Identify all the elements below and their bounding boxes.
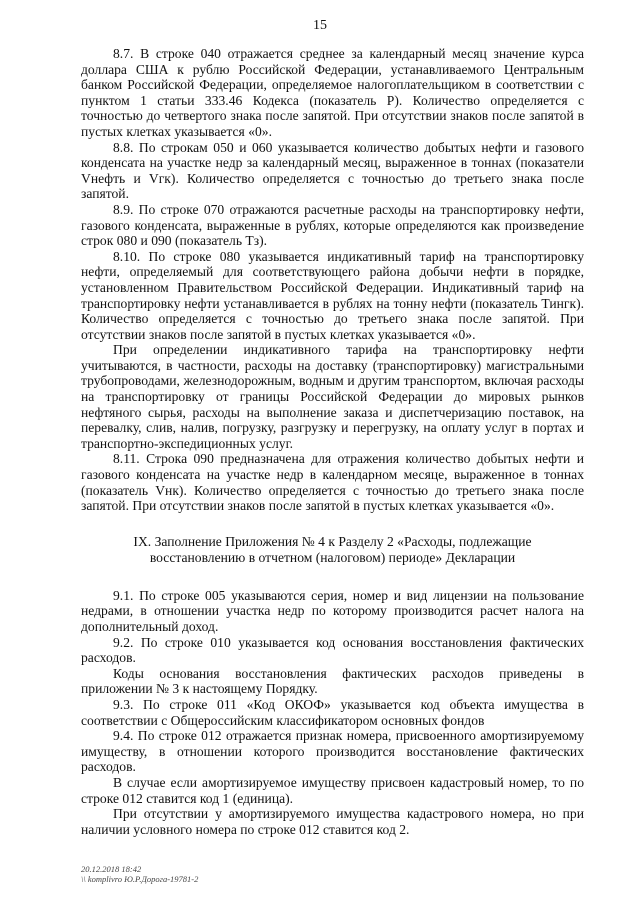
print-footer xyxy=(81,864,381,884)
paragraph-codes: Коды основания восстановления фактических расходов приведены в приложении № 3 к настоящему Порядку. xyxy=(81,665,584,697)
footer-file-path: \\ komplivro Ю.Р.Дорога-19781-2 xyxy=(81,874,199,884)
paragraph-9-4: 9.4. По строке 012 отражается признак номера, присвоенного амортизируемому имуществу, в отношении которого производится восстановление фактических расходов. xyxy=(81,728,584,775)
paragraph-8-10: 8.10. По строке 080 указывается индикативный тариф на транспортировку нефти, определяемый для соответствующего района добычи нефти в порядке, установленном Правительством Российской Федерации. Индикативный тариф на транспортировку нефти устанавливается в рублях на тонну нефти (показатель Тингк). Количество определяется с точностью до третьего знака после запятой. При отсутствии знаков после запятой в пустых клетках указывается «0». xyxy=(81,248,584,342)
section-heading xyxy=(81,534,584,566)
paragraph-8-9: 8.9. По строке 070 отражаются расчетные расходы на транспортировку нефти, газового конденсата, выраженные в рублях, которые определяются как произведение строк 080 и 090 (показатель Тз). xyxy=(81,201,584,249)
paragraph-8-11: 8.11. Строка 090 предназначена для отражения количество добытых нефти и газового конденсата на участке недр в календарном месяце, выраженное в тоннах (показатель Vнк). Количество определяется с точностью до третьего знака после запятой. При отсутствии знаков после запятой в пустых клетках указывается «0». xyxy=(81,451,584,514)
paragraph-conditional-number: При отсутствии у амортизируемого имущества кадастрового номера, но при наличии условного номера по строке 012 ставится код 2. xyxy=(81,806,584,837)
page-number: 15 xyxy=(313,18,327,33)
paragraph-8-7: 8.7. В строке 040 отражается среднее за календарный месяц значение курса доллара США к рублю Российской Федерации, устанавливаемого Центральным банком Российской Федерации, определяемое налогоплательщиком в соответствии с пунктом 1 статьи 333.46 Кодекса (показатель Р). Количество определяется с точностью до четвертого знака после запятой. При отсутствии знаков после запятой в пустых клетках указывается «0». xyxy=(81,46,584,139)
paragraph-9-1: 9.1. По строке 005 указываются серия, номер и вид лицензии на пользование недрами, в отношении участка недр по которому производится расчет налога на дополнительный доход. xyxy=(81,587,584,634)
document-body xyxy=(81,46,584,837)
paragraph-9-2: 9.2. По строке 010 указывается код основания восстановления фактических расходов. xyxy=(81,634,584,666)
footer-timestamp: 20.12.2018 18:42 xyxy=(81,864,142,874)
paragraph-tariff-details: При определении индикативного тарифа на транспортировку нефти учитываются, в частности, расходы на доставку (транспортировку) магистральными трубопроводами, железнодорожным, водным и другим транспортом, включая расходы на транспортировку от границы Российской Федерации до мировых рынков нефтяного сырья, расходы на выполнение заказа и диспетчеризацию поставок, на перевалку, слив, налив, погрузку, разгрузку и перегрузку, на оплату услуг в портах и транспортно-экспедиционных услуг. xyxy=(81,342,584,451)
paragraph-cadastral-number: В случае если амортизируемое имуществу присвоен кадастровый номер, то по строке 012 ставится код 1 (единица). xyxy=(81,774,584,806)
section-heading-line-2: восстановлению в отчетном (налоговом) периоде» Декларации xyxy=(149,549,516,565)
paragraph-8-8: 8.8. По строкам 050 и 060 указывается количество добытых нефти и газового конденсата на участке недр за календарный месяц, выраженное в тоннах (показатели Vнефть и Vгк). Количество определяется с точностью до третьего знака после запятой. xyxy=(81,139,584,202)
section-heading-line-1: IX. Заполнение Приложения № 4 к Разделу 2 «Расходы, подлежащие xyxy=(133,533,532,549)
paragraph-9-3: 9.3. По строке 011 «Код ОКОФ» указывается код объекта имущества в соответствии с Общероссийским классификатором основных фондов xyxy=(81,696,584,728)
